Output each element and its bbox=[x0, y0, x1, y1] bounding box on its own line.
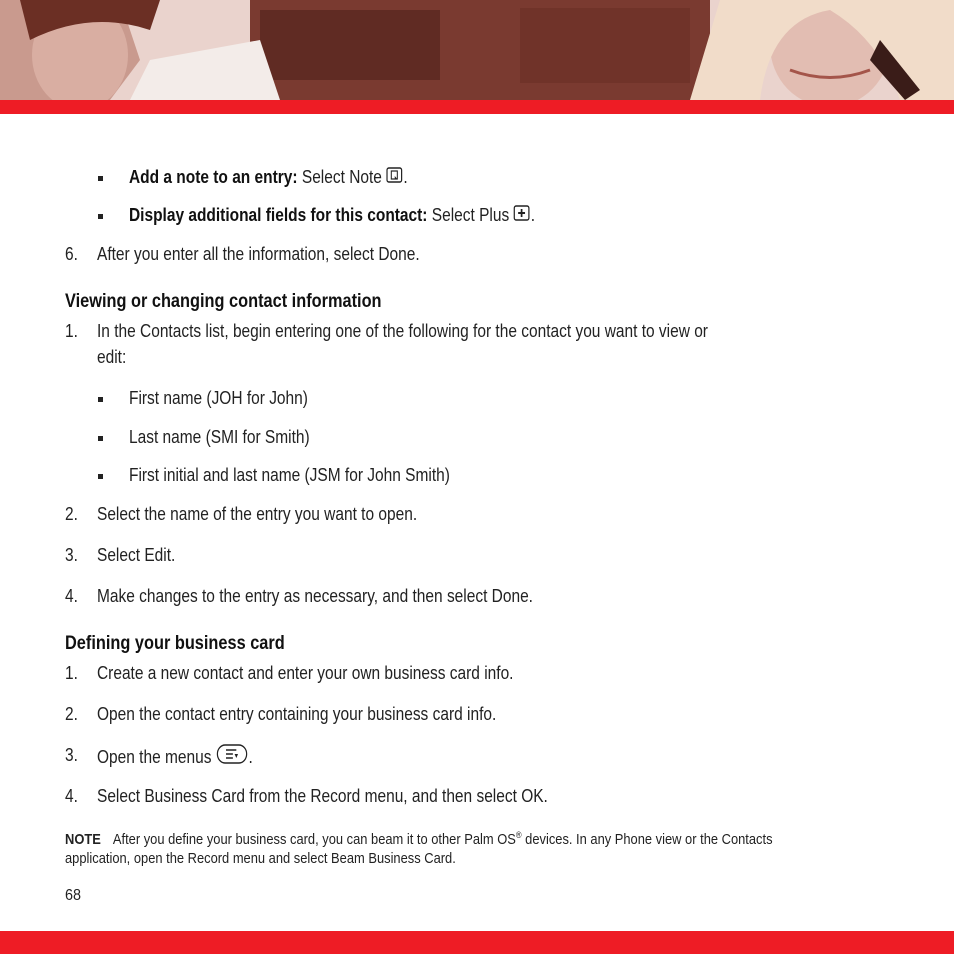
list-item-additional-fields bbox=[129, 203, 535, 228]
page-number: 68 bbox=[65, 887, 82, 904]
menu-icon bbox=[216, 743, 249, 773]
business-step-3-period: . bbox=[248, 746, 253, 767]
step-number: 3. bbox=[65, 545, 78, 565]
viewing-step-4-text: Make changes to the entry as necessary, and then select Done. bbox=[97, 586, 533, 606]
bullet-marker bbox=[98, 474, 103, 479]
note-text-a: After you define your business card, you can beam it to other Palm OS bbox=[112, 831, 516, 848]
bottom-red-rule bbox=[0, 931, 954, 954]
banner-illustration bbox=[0, 0, 954, 100]
header-banner-photo bbox=[0, 0, 954, 100]
top-red-rule bbox=[0, 100, 954, 114]
bullet-marker bbox=[98, 214, 103, 219]
additional-fields-text: Select Plus bbox=[427, 205, 514, 225]
viewing-step-1-line-1: In the Contacts list, begin entering one of the following for the contact you want to view or bbox=[97, 321, 708, 341]
step-number: 2. bbox=[65, 704, 78, 724]
bullet-marker bbox=[98, 436, 103, 441]
step-number: 1. bbox=[65, 663, 78, 683]
add-note-text: Select Note bbox=[297, 167, 387, 187]
business-step-2-text: Open the contact entry containing your business card info. bbox=[97, 704, 497, 724]
section-heading-viewing: Viewing or changing contact information bbox=[65, 291, 382, 312]
bullet-marker bbox=[98, 397, 103, 402]
viewing-step-3-text: Select Edit. bbox=[97, 545, 176, 565]
bullet-marker bbox=[98, 176, 103, 181]
registered-mark: ® bbox=[515, 830, 522, 840]
step-number: 2. bbox=[65, 504, 78, 524]
business-step-3-text: Open the menus bbox=[97, 746, 216, 767]
note-line-1 bbox=[65, 826, 891, 849]
section-heading-business-card: Defining your business card bbox=[65, 633, 285, 654]
step-6-text: After you enter all the information, select Done. bbox=[97, 244, 420, 264]
step-number: 6. bbox=[65, 244, 78, 264]
note-line-2: application, open the Record menu and select Beam Business Card. bbox=[65, 850, 456, 867]
step-number: 4. bbox=[65, 786, 78, 806]
note-block bbox=[65, 826, 891, 868]
viewing-step-2-text: Select the name of the entry you want to open. bbox=[97, 504, 418, 524]
add-note-period: . bbox=[403, 167, 408, 187]
bullet-first-name: First name (JOH for John) bbox=[129, 388, 308, 408]
step-number: 4. bbox=[65, 586, 78, 606]
plus-icon bbox=[514, 204, 531, 228]
note-icon bbox=[386, 166, 403, 190]
step-number: 3. bbox=[65, 745, 78, 765]
business-step-3 bbox=[97, 743, 253, 773]
list-item-add-note bbox=[129, 165, 408, 190]
bullet-last-name: Last name (SMI for Smith) bbox=[129, 427, 310, 447]
add-note-label: Add a note to an entry: bbox=[129, 167, 298, 187]
note-label: NOTE bbox=[65, 831, 101, 848]
business-step-1-text: Create a new contact and enter your own business card info. bbox=[97, 663, 514, 683]
note-text-b: devices. In any Phone view or the Contacts bbox=[521, 831, 773, 848]
additional-fields-label: Display additional fields for this contact: bbox=[129, 205, 428, 225]
additional-fields-period: . bbox=[530, 205, 536, 225]
business-step-4-text: Select Business Card from the Record menu, and then select OK. bbox=[97, 786, 548, 806]
step-number: 1. bbox=[65, 321, 78, 341]
bullet-initial-last-name: First initial and last name (JSM for John Smith) bbox=[129, 465, 450, 485]
viewing-step-1-line-2: edit: bbox=[97, 347, 127, 367]
